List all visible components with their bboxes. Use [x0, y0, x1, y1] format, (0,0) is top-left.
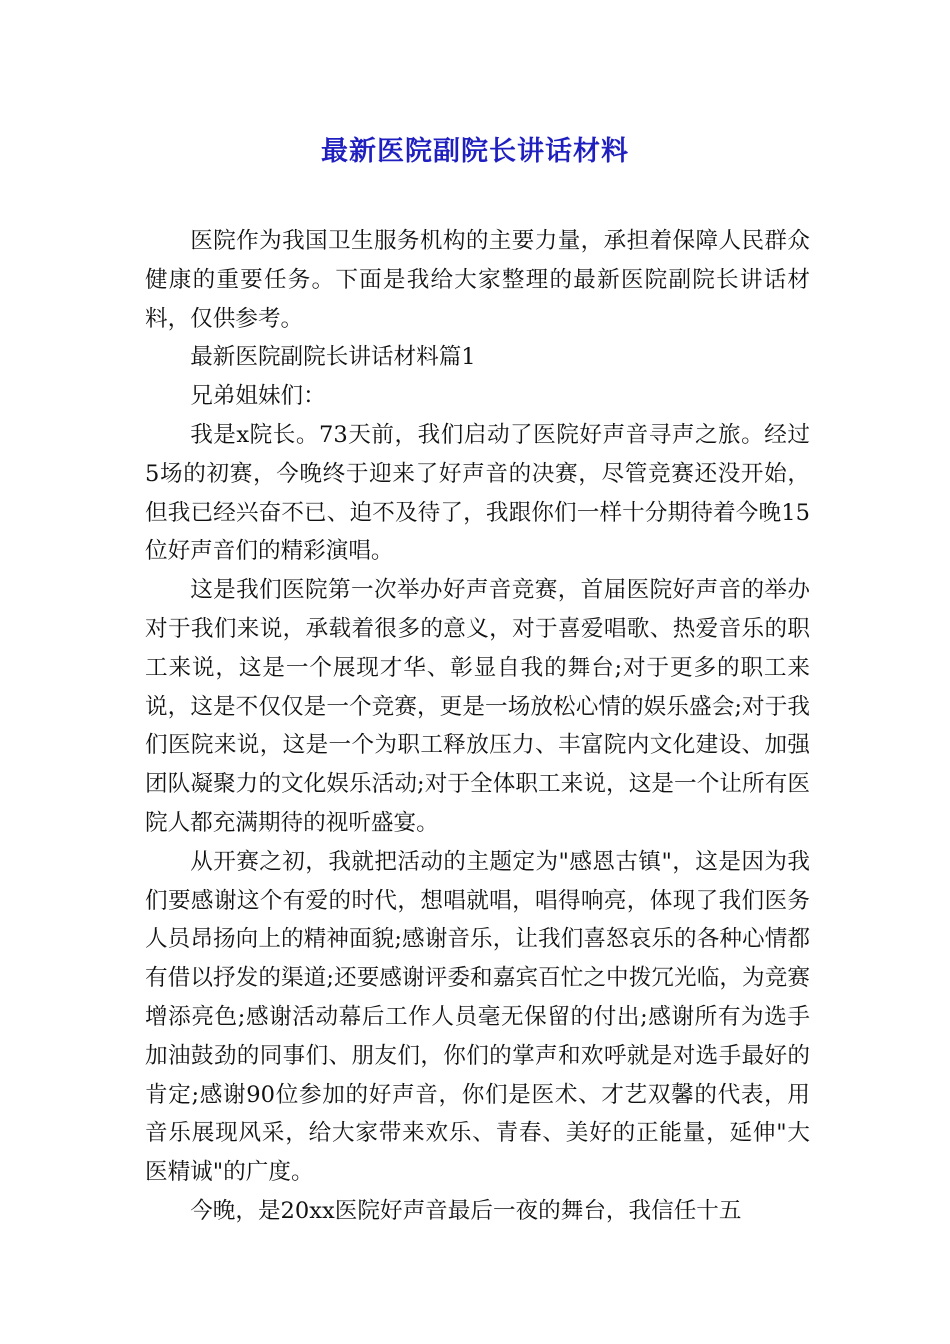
paragraph-salutation: 兄弟姐妹们： — [190, 383, 326, 410]
paragraph-body-3: 从开赛之初，我就把活动的主题定为"感恩古镇"，这是因为我们要感谢这个有爱的时代，想唱就唱，唱得响亮，体现了我们医务人员昂扬向上的精神面貌;感谢音乐，让我们喜怒哀乐的各种心情都有借以抒发的渠道;还要感谢评委和嘉宾百忙之中拨冗光临，为竞赛增添亮色;感谢活动幕后工作人员毫无保留的付出;感谢所有为选手加油鼓劲的同事们、朋友们，你们的掌声和欢呼就是对选手最好的肯定;感谢90位参加的好声音，你们是医术、才艺双馨的代表，用音乐展现风采，给大家带来欢乐、青春、美好的正能量，延伸"大医精诚"的广度。 — [145, 848, 810, 1186]
document-body — [145, 222, 810, 1231]
paragraph-section-heading: 最新医院副院长讲话材料篇1 — [190, 344, 476, 371]
document-title: 最新医院副院长讲话材料 — [321, 136, 629, 167]
paragraph-intro: 医院作为我国卫生服务机构的主要力量，承担着保障人民群众健康的重要任务。下面是我给大家整理的最新医院副院长讲话材料，仅供参考。 — [145, 228, 810, 332]
paragraph-body-1: 我是x院长。73天前，我们启动了医院好声音寻声之旅。经过5场的初赛，今晚终于迎来了好声音的决赛，尽管竞赛还没开始，但我已经兴奋不已、迫不及待了，我跟你们一样十分期待着今晚15位好声音们的精彩演唱。 — [145, 421, 810, 565]
paragraph-body-4: 今晚，是20xx医院好声音最后一夜的舞台，我信任十五 — [190, 1197, 742, 1224]
paragraph-body-2: 这是我们医院第一次举办好声音竞赛，首届医院好声音的举办对于我们来说，承载着很多的意义，对于喜爱唱歌、热爱音乐的职工来说，这是一个展现才华、彰显自我的舞台;对于更多的职工来说，这是不仅仅是一个竞赛，更是一场放松心情的娱乐盛会;对于我们医院来说，这是一个为职工释放压力、丰富院内文化建设、加强团队凝聚力的文化娱乐活动;对于全体职工来说，这是一个让所有医院人都充满期待的视听盛宴。 — [145, 577, 810, 836]
